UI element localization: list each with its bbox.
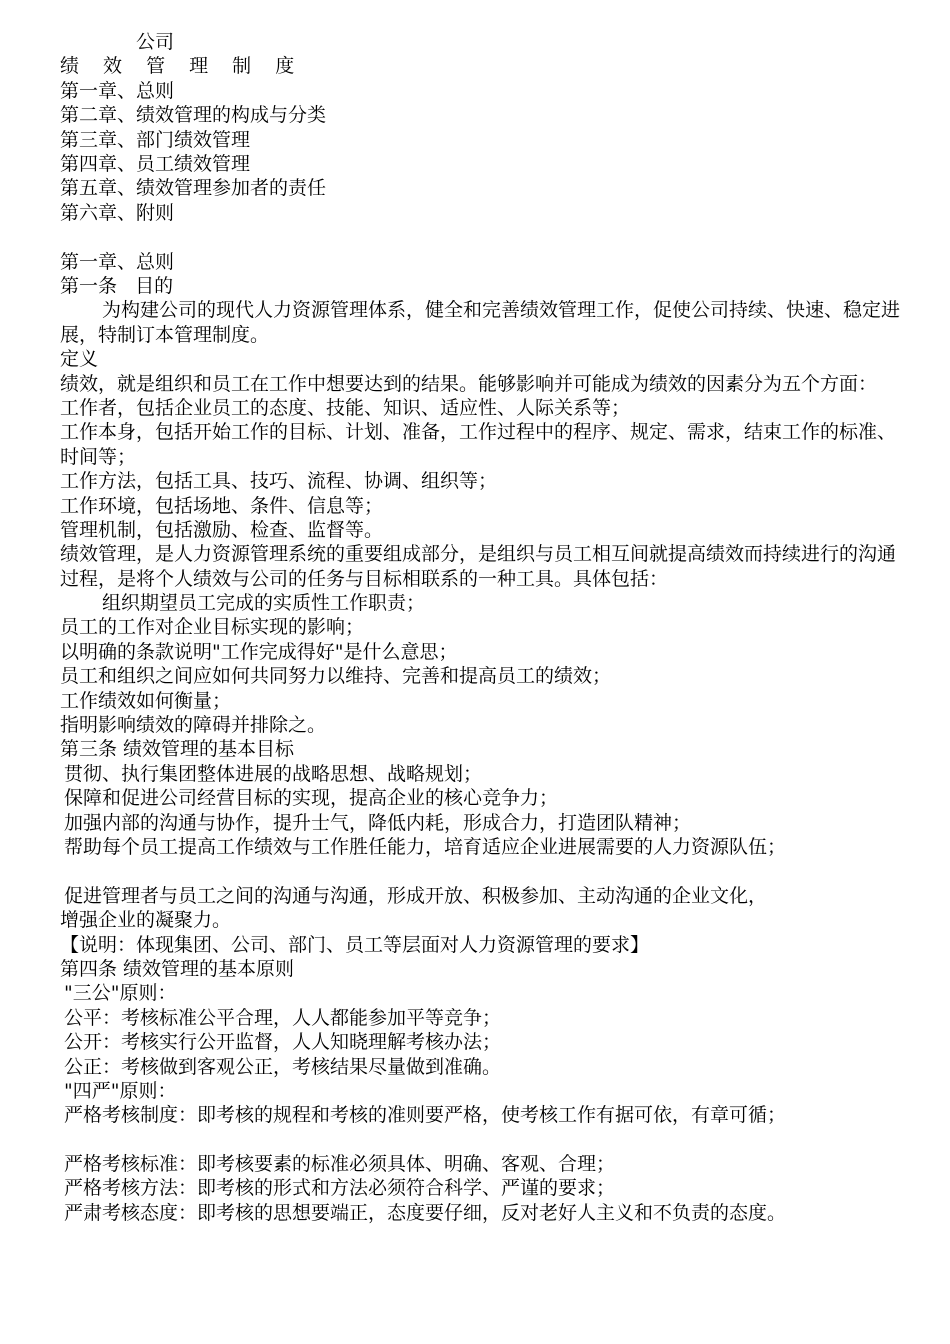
spacer	[60, 1128, 920, 1152]
definition-paragraph: 绩效，就是组织和员工在工作中想要达到的结果。能够影响并可能成为绩效的因素分为五个方面：	[60, 372, 878, 395]
list-item: 工作环境，包括场地、条件、信息等；	[60, 494, 384, 517]
article-heading: 第四条 绩效管理的基本原则	[60, 957, 295, 980]
list-item: 保障和促进公司经营目标的实现，提高企业的核心竞争力；	[64, 787, 559, 810]
document-title: 绩 效 管 理 制 度	[60, 55, 304, 78]
toc-item: 第五章、绩效管理参加者的责任	[60, 177, 327, 200]
list-item: 加强内部的沟通与协作，提升士气，降低内耗，形成合力，打造团队精神；	[64, 811, 692, 834]
list-item: 工作绩效如何衡量；	[60, 689, 232, 712]
toc-item: 第六章、附则	[60, 201, 175, 224]
list-item: 严格考核制度：即考核的规程和考核的准则要严格，使考核工作有据可依，有章可循；	[64, 1104, 787, 1127]
table-of-contents	[60, 79, 920, 225]
list-item: 严肃考核态度：即考核的思想要端正，态度要仔细，反对老好人主义和不负责的态度。	[64, 1201, 787, 1224]
list-item: 公开：考核实行公开监督，人人知晓理解考核办法；	[64, 1031, 502, 1054]
list-item: 帮助每个员工提高工作绩效与工作胜任能力，培育适应企业进展需要的人力资源队伍；	[64, 836, 787, 858]
spacer	[60, 859, 920, 883]
spacer	[60, 225, 920, 249]
article-heading: 第一条 目的	[60, 274, 174, 297]
article-paragraph: 为构建公司的现代人力资源管理体系，健全和完善绩效管理工作，促使公司持续、快速、稳定进展，特制订本管理制度。	[60, 299, 901, 346]
list-item: 员工和组织之间应如何共同努力以维持、完善和提高员工的绩效；	[60, 665, 612, 688]
list-item: 公平：考核标准公平合理，人人都能参加平等竞争；	[64, 1006, 502, 1029]
list-item: 工作方法，包括工具、技巧、流程、协调、组织等；	[60, 470, 498, 493]
list-item: 指明影响绩效的障碍并排除之。	[60, 714, 327, 737]
list-item: 贯彻、执行集团整体进展的战略思想、战略规划；	[64, 762, 483, 785]
list-item-continuation: 增强企业的凝聚力。	[60, 909, 232, 932]
list-item: 工作本身，包括开始工作的目标、计划、准备，工作过程中的程序、规定、需求，结束工作的标准、时间等；	[60, 421, 897, 468]
chapter-heading: 第一章、总则	[60, 250, 175, 273]
list-item: 严格考核方法：即考核的形式和方法必须符合科学、严谨的要求；	[64, 1177, 616, 1200]
definition-paragraph: 绩效管理，是人力资源管理系统的重要组成部分，是组织与员工相互间就提高绩效而持续进行的沟通过程，是将个人绩效与公司的任务与目标相联系的一种工具。具体包括：	[60, 543, 897, 590]
toc-item: 第三章、部门绩效管理	[60, 128, 251, 151]
toc-item: 第一章、总则	[60, 79, 175, 102]
list-item: 以明确的条款说明"工作完成得好"是什么意思；	[60, 640, 458, 663]
list-item: 管理机制，包括激励、检查、监督等。	[60, 518, 384, 541]
principle-heading: "三公"原则：	[64, 982, 177, 1005]
list-item: 组织期望员工完成的实质性工作职责；	[102, 592, 426, 615]
list-item: 员工的工作对企业目标实现的影响；	[60, 616, 365, 639]
list-item: 严格考核标准：即考核要素的标准必须具体、明确、客观、合理；	[64, 1153, 616, 1176]
list-item: 公正：考核做到客观公正，考核结果尽量做到准确。	[64, 1055, 502, 1078]
toc-item: 第二章、绩效管理的构成与分类	[60, 104, 327, 127]
note: 【说明：体现集团、公司、部门、员工等层面对人力资源管理的要求】	[60, 933, 650, 956]
company-name: 公司	[136, 31, 175, 53]
article-heading: 第三条 绩效管理的基本目标	[60, 738, 295, 761]
toc-item: 第四章、员工绩效管理	[60, 152, 251, 175]
list-item: 促进管理者与员工之间的沟通与沟通，形成开放、积极参加、主动沟通的企业文化，	[64, 884, 768, 907]
section-heading: 定义	[60, 348, 99, 371]
list-item: 工作者，包括企业员工的态度、技能、知识、适应性、人际关系等；	[60, 396, 631, 419]
principle-heading: "四严"原则：	[64, 1079, 177, 1102]
